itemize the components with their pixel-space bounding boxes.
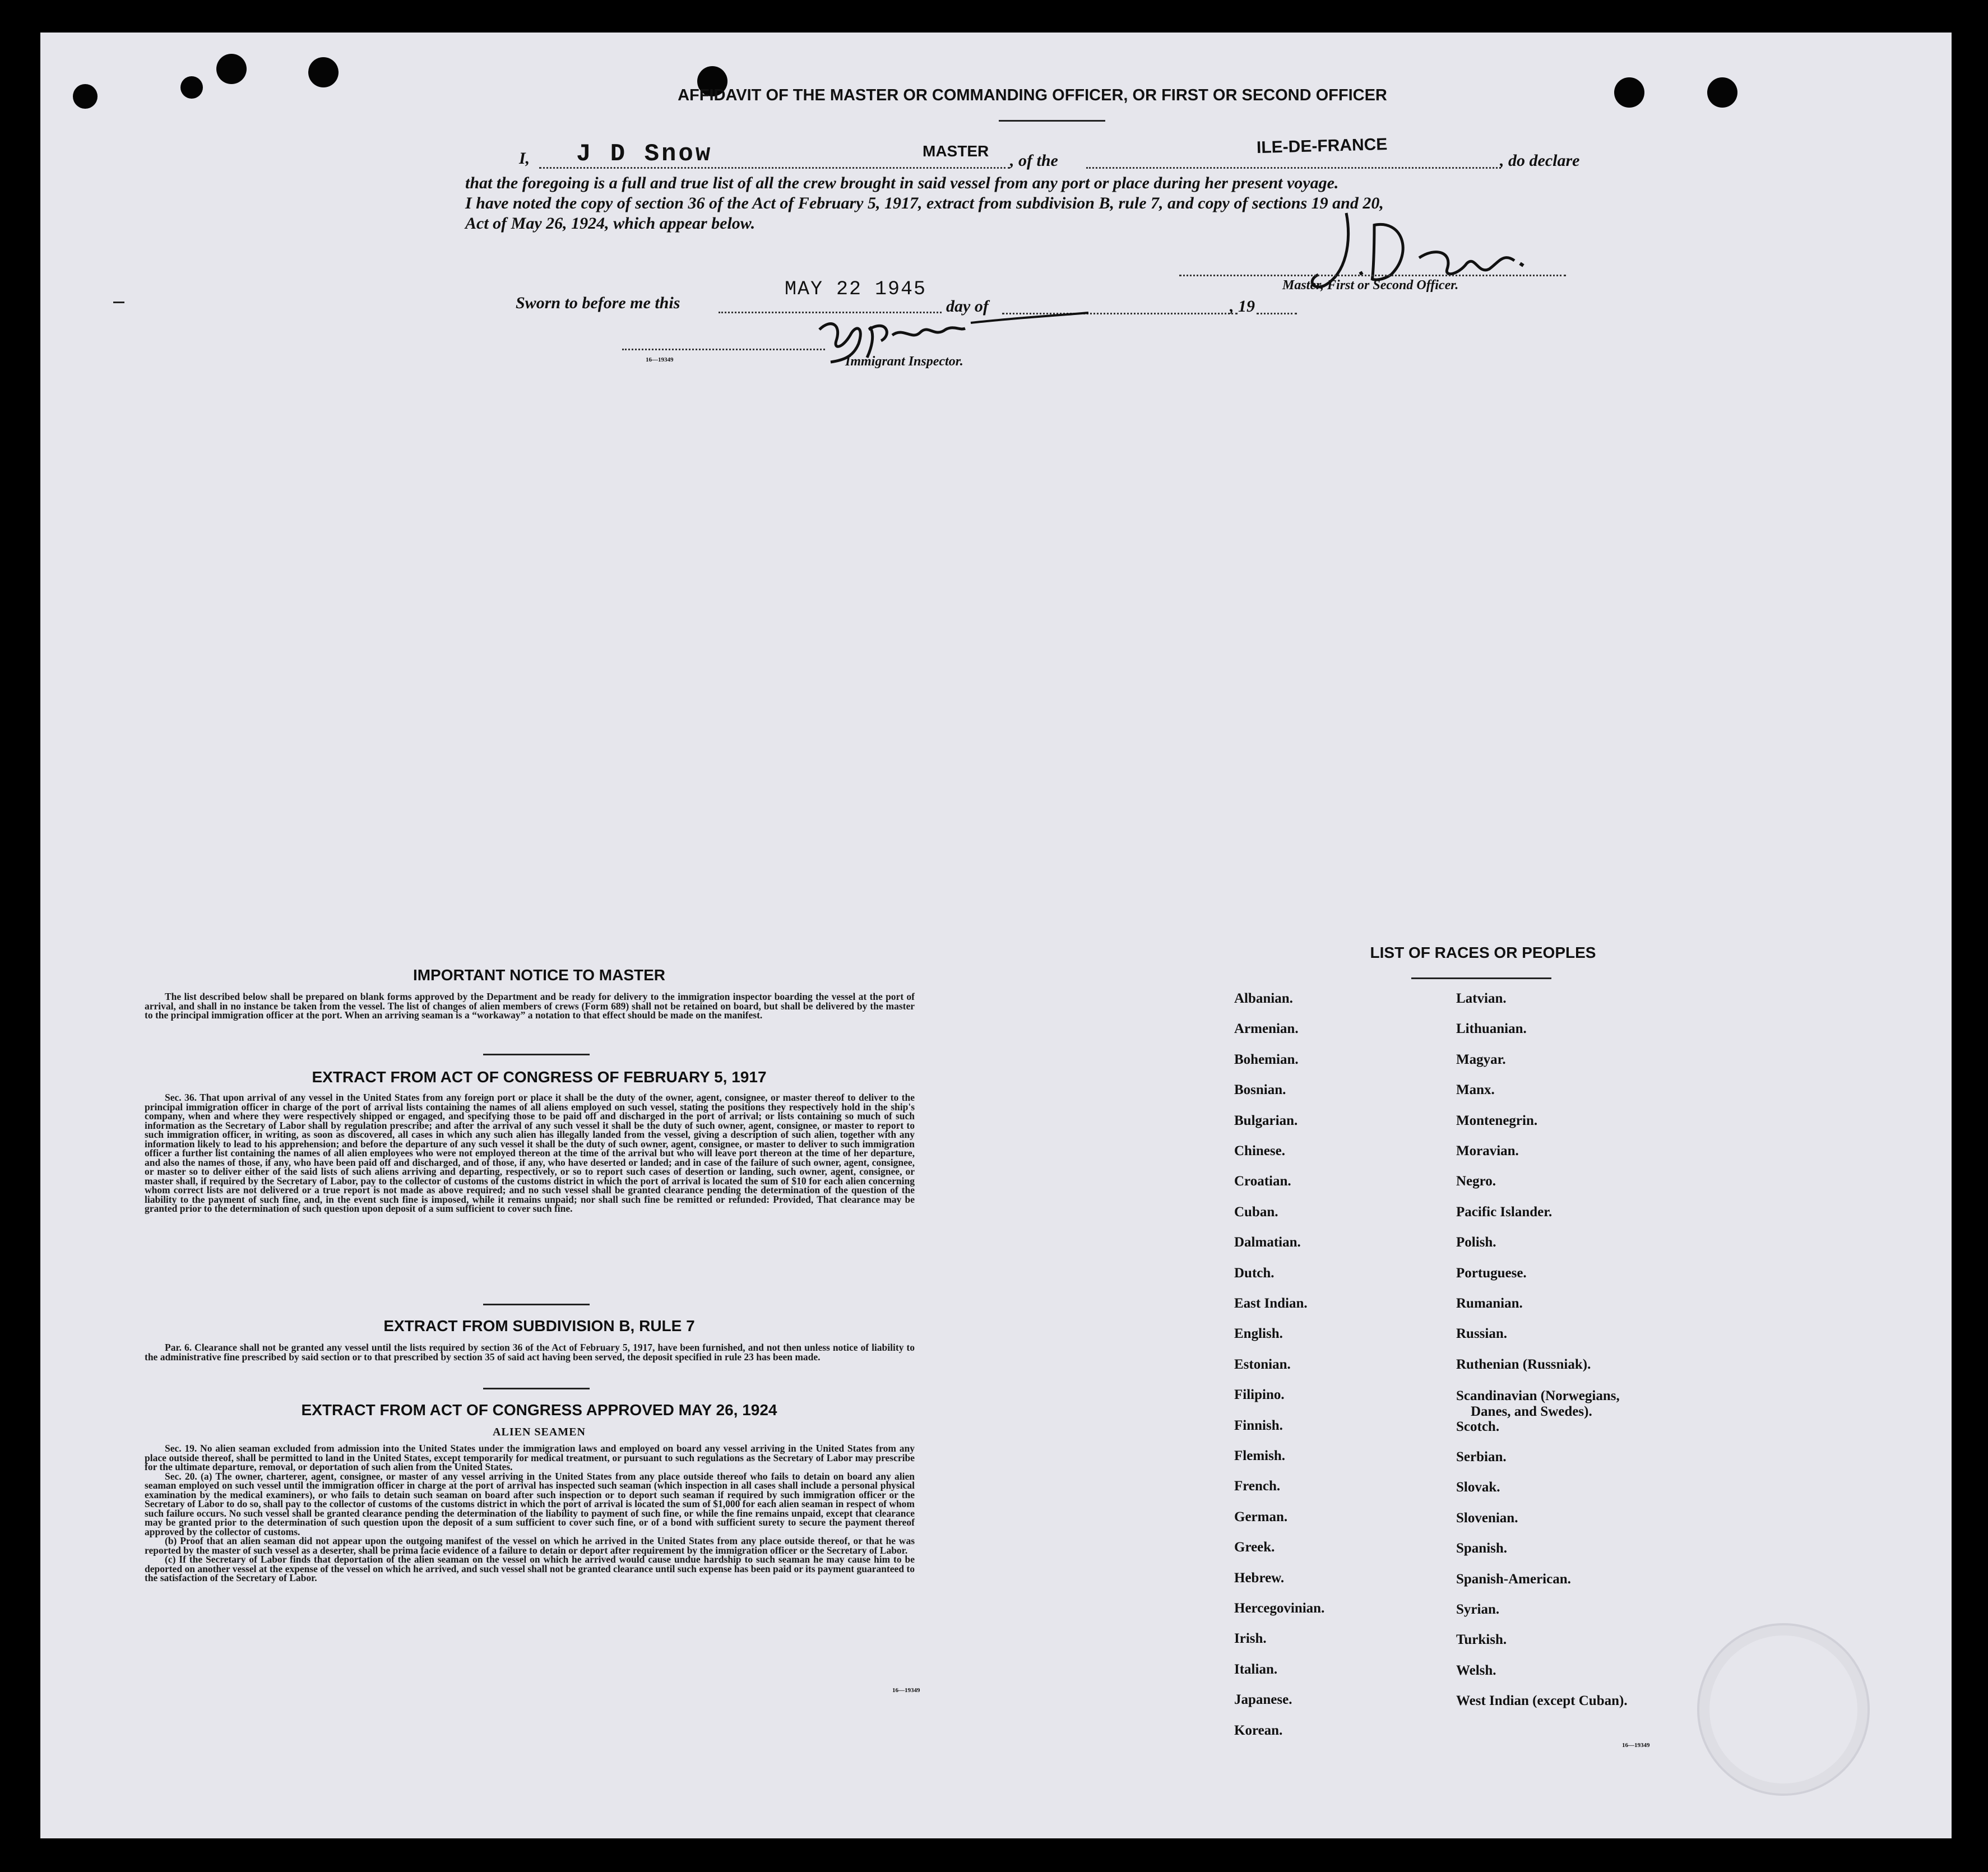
race-item: Pacific Islander. bbox=[1456, 1204, 1553, 1220]
race-item: Syrian. bbox=[1456, 1602, 1500, 1617]
race-item: Irish. bbox=[1234, 1631, 1267, 1647]
divider bbox=[483, 1388, 590, 1389]
race-item: West Indian (except Cuban). bbox=[1456, 1693, 1628, 1709]
race-item: Italian. bbox=[1234, 1661, 1278, 1677]
embossed-seal bbox=[1697, 1623, 1870, 1796]
margin-mark bbox=[113, 302, 124, 303]
subdivision-b-body: Par. 6. Clearance shall not be granted any vessel until the lists required by section 36 of the Act of February 5, 1917, have been furnished, and not then unless notice of liability to the administrative fine prescribed by said section or to that prescribed by section 35 of said act having been served, the deposit specified in rule 23 has been made. bbox=[145, 1342, 915, 1363]
race-item: Albanian. bbox=[1234, 991, 1293, 1006]
race-item: Manx. bbox=[1456, 1082, 1495, 1098]
punch-hole bbox=[308, 57, 339, 87]
race-item: Rumanian. bbox=[1456, 1296, 1523, 1311]
race-item: Danes, and Swedes). bbox=[1471, 1404, 1592, 1420]
race-item: English. bbox=[1234, 1326, 1283, 1342]
master-caption: Master, First or Second Officer. bbox=[1282, 278, 1459, 293]
race-item: Portuguese. bbox=[1456, 1265, 1527, 1281]
race-item: Russian. bbox=[1456, 1326, 1508, 1342]
race-item: Hebrew. bbox=[1234, 1570, 1285, 1586]
race-item: Croatian. bbox=[1234, 1174, 1291, 1189]
fill-line bbox=[1257, 313, 1297, 314]
race-item: East Indian. bbox=[1234, 1296, 1308, 1311]
affidavit-title: AFFIDAVIT OF THE MASTER OR COMMANDING OFFICER, OR FIRST OR SECOND OFFICER bbox=[678, 86, 1387, 104]
race-item: Spanish. bbox=[1456, 1541, 1508, 1556]
master-name: J D Snow bbox=[576, 140, 713, 168]
year-label: , 19 bbox=[1230, 297, 1255, 316]
race-item: French. bbox=[1234, 1479, 1281, 1494]
affidavit-line-3: I have noted the copy of section 36 of the Act of February 5, 1917, extract from subdivision B, rule 7, and copy of sections 19 and 20, bbox=[465, 194, 1384, 212]
punch-hole bbox=[180, 76, 203, 99]
race-item: Hercegovinian. bbox=[1234, 1601, 1325, 1616]
divider bbox=[483, 1054, 590, 1055]
affidavit-line-4: Act of May 26, 1924, which appear below. bbox=[465, 214, 756, 233]
notice-title: IMPORTANT NOTICE TO MASTER bbox=[413, 966, 666, 984]
race-item: Scandinavian (Norwegians, bbox=[1456, 1388, 1620, 1404]
race-item: Korean. bbox=[1234, 1722, 1283, 1738]
race-item: Slovenian. bbox=[1456, 1510, 1518, 1526]
subdivision-b-title: EXTRACT FROM SUBDIVISION B, RULE 7 bbox=[383, 1317, 695, 1335]
form-number: 16—19349 bbox=[1622, 1742, 1650, 1749]
form-number: 16—19349 bbox=[646, 356, 674, 363]
race-item: Welsh. bbox=[1456, 1662, 1496, 1678]
races-title: LIST OF RACES OR PEOPLES bbox=[1370, 944, 1596, 961]
race-item: Negro. bbox=[1456, 1174, 1496, 1189]
extract-1924-body bbox=[145, 1444, 915, 1583]
affidavit-i: I, bbox=[519, 149, 530, 168]
race-item: Bosnian. bbox=[1234, 1082, 1286, 1098]
race-item: Scotch. bbox=[1456, 1419, 1500, 1434]
sec-20b: (b) Proof that an alien seaman did not appear upon the outgoing manifest of the vessel on which he arrived in the United States from any place outside thereof, or that he was reported by the master of such vessel as a deserter, shall be prima facie evidence of a failure to detain or deport after requirement by the immigration officer or the Secretary of Labor. bbox=[145, 1535, 915, 1556]
race-item: Moravian. bbox=[1456, 1143, 1519, 1159]
affidavit-line-2: that the foregoing is a full and true list of all the crew brought in said vessel from any port or place during her present voyage. bbox=[465, 174, 1339, 192]
vessel-name: ILE-DE-FRANCE bbox=[1256, 135, 1388, 157]
day-of-label: day of bbox=[946, 297, 989, 316]
divider bbox=[999, 120, 1105, 122]
race-item: Ruthenian (Russniak). bbox=[1456, 1356, 1591, 1372]
sec-20c: (c) If the Secretary of Labor finds that deportation of the alien seaman on the vessel on which he arrived would cause undue hardship to such seaman he may cause him to be deported on another vessel at the expense of the vessel on which he arrived, and such vessel shall not be granted clearance until such expense has been paid or its payment guaranteed to the satisfaction of the Secretary of Labor. bbox=[145, 1554, 915, 1583]
divider bbox=[483, 1304, 590, 1305]
race-item: Bulgarian. bbox=[1234, 1113, 1298, 1128]
master-rank: MASTER bbox=[923, 142, 989, 160]
race-item: Magyar. bbox=[1456, 1051, 1506, 1067]
notice-body: The list described below shall be prepared on blank forms approved by the Department and be ready for delivery to the immigration inspector boarding the vessel at the port of arrival, and shall in no instance be taken from the vessel. The list of changes of alien members of crews (Form 689) shall not be retained on board, but shall be delivered by the master to the principal immigration officer at the port. When an arriving seaman is a “workaway” a notation to that effect should be made on the manifest. bbox=[145, 991, 915, 1021]
fill-line bbox=[1086, 167, 1501, 169]
signature-line bbox=[1179, 275, 1566, 276]
punch-hole bbox=[1707, 77, 1737, 108]
race-item: Estonian. bbox=[1234, 1356, 1291, 1372]
race-item: Dutch. bbox=[1234, 1265, 1275, 1281]
race-item: Dalmatian. bbox=[1234, 1235, 1301, 1250]
date-stamp: MAY 22 1945 bbox=[785, 278, 927, 300]
race-item: Japanese. bbox=[1234, 1692, 1292, 1708]
alien-seamen-subtitle: ALIEN SEAMEN bbox=[493, 1426, 586, 1438]
inspector-signature-line bbox=[622, 349, 825, 350]
race-item: Turkish. bbox=[1456, 1632, 1507, 1648]
race-item: Latvian. bbox=[1456, 991, 1507, 1006]
race-item: German. bbox=[1234, 1509, 1288, 1525]
sworn-label: Sworn to before me this bbox=[516, 294, 680, 312]
punch-hole bbox=[216, 54, 247, 84]
punch-hole bbox=[73, 84, 98, 109]
race-item: Greek. bbox=[1234, 1540, 1275, 1555]
race-item: Spanish-American. bbox=[1456, 1571, 1571, 1587]
sec-20a: Sec. 20. (a) The owner, charterer, agent, consignee, or master of any vessel arriving in the United States from any place outside thereof who fails to detain on board any alien seaman employed on such vessel until the immigration officer in charge at the port of arrival has inspected such seaman (which inspection in all cases shall include a personal physical examination by the medical examiners), or who fails to detain such seaman on board after such inspection or to deport such seaman if required by such immigration officer or the Secretary of Labor to do so, shall pay to the collector of customs of the customs district in which the port of arrival is located the sum of $1,000 for each alien seaman in respect of whom such failure occurs. No such vessel shall be granted clearance pending the determination of the liability to payment of such fine, or while the fine remains unpaid, except that clearance may be granted prior to the determination of such question upon the deposit of a sum sufficient to cover such fine, or of a bond with sufficient surety to secure the payment thereof approved by the collector of customs. bbox=[145, 1470, 915, 1537]
sec-19: Sec. 19. No alien seaman excluded from admission into the United States under the immigration laws and employed on board any vessel arriving in the United States from any place outside thereof, shall be permitted to land in the United States, except temporarily for medical treatment, or pursuant to such regulations as the Secretary of Labor may prescribe for the ultimate departure, removal, or deportation of such alien from the United States. bbox=[145, 1443, 915, 1472]
race-item: Armenian. bbox=[1234, 1021, 1299, 1037]
race-item: Flemish. bbox=[1234, 1448, 1285, 1463]
race-item: Montenegrin. bbox=[1456, 1113, 1538, 1128]
race-item: Cuban. bbox=[1234, 1204, 1278, 1220]
race-item: Finnish. bbox=[1234, 1417, 1283, 1433]
extract-1917-body: Sec. 36. That upon arrival of any vessel in the United States from any foreign port or place it shall be the duty of the owner, agent, consignee, or master thereof to deliver to the principal immigration officer in charge of the port of arrival lists containing the names of all aliens employed on such vessel, stating the positions they respectively hold in the ship's company, when and where they were respectively shipped or engaged, and specifying those to be paid off and discharged in the port of arrival; or lists containing so much of such information as the Secretary of Labor shall by regulation prescribe; and after the arrival of any such vessel it shall be the duty of such owner, agent, consignee, or master to report to such immigration officer, in writing, as soon as discovered, all cases in which any such alien has illegally landed from the vessel, giving a description of such alien, together with any information likely to lead to his apprehension; and before the departure of any such vessel it shall be the duty of such owner, agent, consignee, or master to deliver to such immigration officer a further list containing the names of all alien employees who were not employed thereon at the time of the arrival but who will leave port thereon at the time of her departure, and also the names of those, if any, who have been paid off and discharged, and of those, if any, who have deserted or landed; and in case of the failure of such owner, agent, consignee, or master so to deliver either of the said lists of such aliens arriving and departing, respectively, or so to report such cases of desertion or landing, such owner, agent, consignee, or master shall, if required by the Secretary of Labor, pay to the collector of customs of the customs district in which the port of arrival is located the sum of $10 for each alien concerning whom correct lists are not delivered or a true report is not made as above required; and no such vessel shall be granted clearance pending the determination of the question of the liability to the payment of such fine, and, in the event such fine is imposed, while it remains unpaid; nor shall such fine be remitted or refunded: Provided, That clearance may be granted prior to the determination of such question upon deposit of a sum sufficient to cover such fine. bbox=[145, 1092, 915, 1214]
punch-hole bbox=[1614, 77, 1644, 108]
do-declare-label: , do declare bbox=[1500, 151, 1580, 170]
extract-1924-title: EXTRACT FROM ACT OF CONGRESS APPROVED MAY 26, 1924 bbox=[301, 1401, 777, 1419]
divider bbox=[1411, 977, 1551, 979]
of-the-label: , of the bbox=[1010, 151, 1058, 170]
race-item: Serbian. bbox=[1456, 1449, 1507, 1465]
race-item: Slovak. bbox=[1456, 1480, 1500, 1495]
race-item: Polish. bbox=[1456, 1235, 1496, 1250]
race-item: Filipino. bbox=[1234, 1387, 1285, 1403]
extract-1917-title: EXTRACT FROM ACT OF CONGRESS OF FEBRUARY 5, 1917 bbox=[312, 1068, 767, 1086]
race-item: Bohemian. bbox=[1234, 1051, 1299, 1067]
document-page bbox=[40, 33, 1952, 1838]
form-number: 16—19349 bbox=[892, 1687, 920, 1694]
inspector-caption: Immigrant Inspector. bbox=[845, 354, 963, 369]
race-item: Lithuanian. bbox=[1456, 1021, 1527, 1037]
race-item: Chinese. bbox=[1234, 1143, 1285, 1159]
